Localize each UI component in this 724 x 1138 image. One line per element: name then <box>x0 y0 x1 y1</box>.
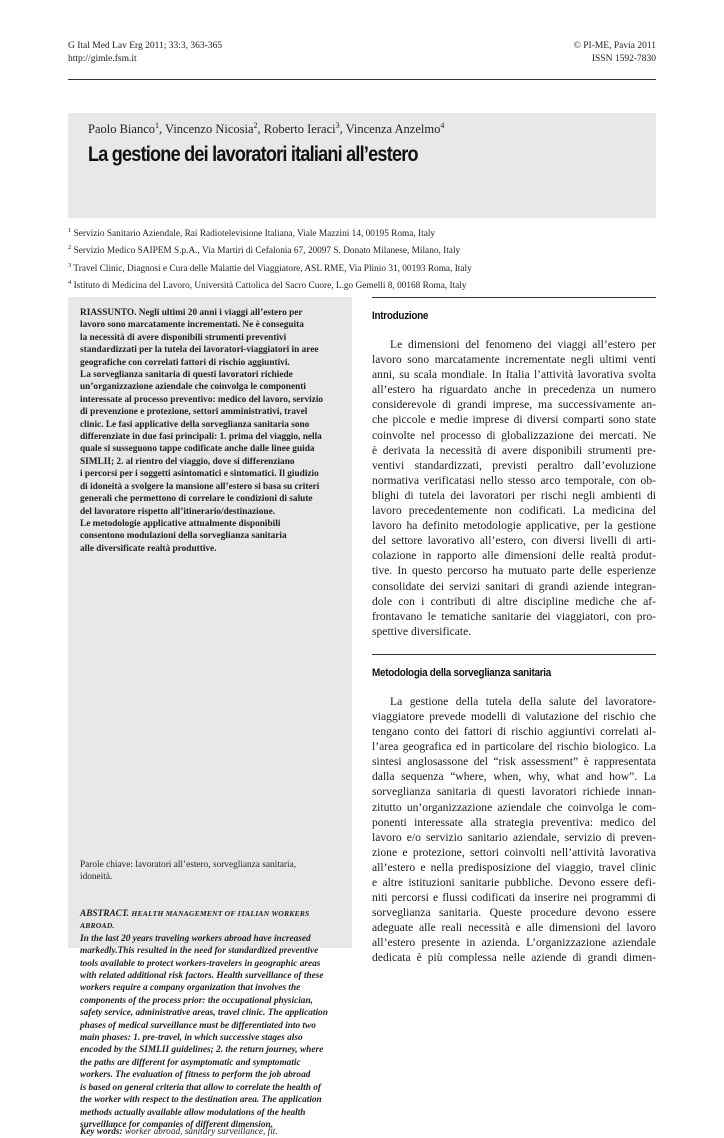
header-right <box>574 40 656 66</box>
body-line: l’area geografica ed in particolare del rischio biologico. La <box>372 740 656 754</box>
abstract-line: un’organizzazione aziendale che coinvolga le componenti <box>80 382 306 393</box>
affiliation-text: Servizio Sanitario Aziendale, Rai Radiotelevisione Italiana, Viale Mazzini 14, 00195 Roma, Italy <box>73 229 436 240</box>
abstract-line: quale si susseguono tappe codificate anche dalle linee guida <box>80 444 315 455</box>
body-line: all’estero ha riguardato anche in precedenza un numero <box>372 383 656 397</box>
journal-citation: G Ital Med Lav Erg 2011; 33:3, 363-365 <box>68 41 223 51</box>
section-heading: Metodologia della sorveglianza sanitaria <box>372 666 552 679</box>
abstract-line: lavoro sono marcatamente incrementati. Ne è conseguita <box>80 320 304 331</box>
abstract-line: alle diversificate realtà produttive. <box>80 543 217 554</box>
author-affil-num: 4 <box>440 121 445 130</box>
body-line: Le dimensioni del fenomeno dei viaggi all’estero per <box>390 338 656 351</box>
author-name: Vincenza Anzelmo <box>345 122 441 137</box>
body-line: all’estero e nella predisposizione del viaggio, travel clinic <box>372 860 656 874</box>
section-body <box>372 337 656 639</box>
abstract-line: workers require a company organization that involves the <box>80 983 301 994</box>
abstract-line: safety service, administrative areas, travel clinic. The application <box>80 1008 328 1019</box>
header-left <box>68 40 222 66</box>
abstract-panel <box>68 297 352 1137</box>
author-list: Paolo Bianco$^1$, Vincenzo Nicosia$^2$, Roberto Ieraci$^3$, Vincenza Anzelmo$^4$ <box>88 121 445 137</box>
body-line: lavoro sono marcatamente incrementate negli ultimi venti <box>372 353 656 367</box>
body-line: ponenti interessate alla strategia preventiva: medico del <box>372 815 656 829</box>
paper-title: La gestione dei lavoratori italiani all’estero <box>88 143 418 166</box>
abstract-line: components of the process prior: the occupational physician, <box>80 995 313 1006</box>
body-line: del settore lavorativo all’estero, con diversi livelli di arti- <box>372 534 656 548</box>
title-box <box>68 113 656 218</box>
body-line: normativa verificatasi nello stesso arco temporale, con ob- <box>372 473 656 487</box>
affiliation-text: Travel Clinic, Diagnosi e Cura delle Malattie del Viaggiatore, ASL RME, Via Plinio 31, 00193 Roma, Italy <box>73 263 472 274</box>
body-line: blighi di tutela dei lavoratori per rischi negli ambienti di <box>372 488 656 502</box>
abstract-line: standardizzati per la tutela dei lavoratori-viaggiatori in aree <box>80 345 319 356</box>
journal-url: http://gimle.fsm.it <box>68 54 137 64</box>
section-rule <box>372 654 656 655</box>
english-abstract <box>80 908 342 1131</box>
body-line: colazione in rapporto alle dimensioni delle realtà produt- <box>372 549 656 563</box>
abstract-line: clinic. Le fasi applicative della sorveglianza sanitaria sono <box>80 419 310 430</box>
body-line: e altre istituzioni sanitarie pubbliche. Devono essere defi- <box>372 876 656 889</box>
abstract-line: di prevenzione e protezione, settori amministrativi, travel <box>80 407 308 418</box>
affiliation <box>68 224 472 241</box>
abstract-line: consentono modulazioni della sorveglianza sanitaria <box>80 531 287 542</box>
body-line: frontavano le tematiche sanitarie dei viaggiatori, con pro- <box>372 609 656 623</box>
abstract-line: is based on general criteria that allow to correlate the health of <box>80 1082 321 1093</box>
body-line: viaggiatore prevede modelli di valutazione del rischio che <box>372 709 656 723</box>
body-line: sorveglianza sanitaria di questi lavoratori richiede innan- <box>372 785 656 799</box>
abstract-label: ABSTRACT. <box>80 909 130 919</box>
abstract-line: In the last 20 years traveling workers abroad have increased <box>80 933 311 944</box>
abstract-line: SIMLII; 2. al rientro del viaggio, dove si differenziano <box>80 456 295 467</box>
keywords-text: idoneità. <box>80 872 113 883</box>
abstract-line: generali che permettono di correlare le condizioni di salute <box>80 494 313 505</box>
section-heading: Introduzione <box>372 310 429 322</box>
abstract-line: with related additional risk factors. Health surveillance of these <box>80 971 324 982</box>
abstract-line: RIASSUNTO. Negli ultimi 20 anni i viaggi all’estero per <box>80 308 303 318</box>
italian-keywords <box>80 859 342 884</box>
body-line: zitutto un’organizzazione aziendale che coinvolga le com- <box>372 800 656 814</box>
abstract-line: geografiche con correlati fattori di rischio aggiuntivi. <box>80 357 290 368</box>
issn: ISSN 1592-7830 <box>591 54 656 64</box>
body-line: sintesi anglosassone del “risk assessment” è rappresentata <box>372 755 656 769</box>
body-line: lavoro ha definito metodologie applicative, per la gestione <box>372 519 656 533</box>
abstract-line: encoded by the SIMLII guidelines; 2. the return journey, where <box>80 1045 324 1056</box>
body-line: sorveglianza sanitaria. Queste procedure devono essere <box>372 906 656 920</box>
body-line: tive. In questo percorso ha mutuato parte delle esperienze <box>372 564 656 578</box>
abstract-line: differenziate in due fasi principali: 1. prima del viaggio, nella <box>80 432 322 443</box>
body-line: spettive diversificate. <box>372 624 472 638</box>
affiliation <box>68 259 472 276</box>
affiliation <box>68 241 472 258</box>
abstract-line: surveillance for companies of different dimension. <box>80 1119 273 1130</box>
abstract-line: i percorsi per i soggetti asintomatici e sintomatici. Il giudizio <box>80 469 319 480</box>
affiliation-num: 2 <box>68 244 72 252</box>
author-name: Roberto Ieraci <box>263 122 336 137</box>
abstract-line: methods actually available allow modulations of the health <box>80 1107 306 1118</box>
abstract-line: markedly.This resulted in the need for standardized preventive <box>80 946 319 957</box>
italian-abstract <box>80 307 342 555</box>
abstract-line: the paths are different for asymptomatic and symptomatic <box>80 1057 301 1068</box>
abstract-line: tools available to protect workers-travelers in geographic areas <box>80 958 321 969</box>
abstract-line: the worker with respect to the destination area. The application <box>80 1095 322 1106</box>
body-line: dole con i contributi di altre discipline mediche che af- <box>372 594 656 608</box>
keywords-label: Parole chiave: <box>80 860 133 870</box>
body-line: è derivata la necessità di avere disponibili strumenti pre- <box>372 443 656 457</box>
abstract-line: la necessità di avere disponibili strumenti preventivi <box>80 332 287 343</box>
abstract-line: main phases: 1. pre-travel, in which successive stages also <box>80 1033 303 1044</box>
affiliation-num: 1 <box>68 227 72 234</box>
abstract-heading-line <box>80 908 342 933</box>
body-line: tengano conto dei fattori di rischio aggiuntivi correlati al- <box>372 725 656 739</box>
author-affil-num: 1 <box>155 121 160 130</box>
abstract-line: di idoneità a svolgere la mansione all’estero si basa su criteri <box>80 481 320 492</box>
body-line: dedicata è più complessa nelle aziende di grandi dimen- <box>372 951 656 965</box>
section-rule <box>372 297 656 298</box>
affiliation-num: 4 <box>68 278 72 286</box>
keywords-label: Key words: <box>80 1127 123 1137</box>
body-line: ventivi standardizzati, previsti peraltro dall’evoluzione <box>372 458 656 472</box>
body-line: dalla sequenza “where, when, why, what and how”. La <box>372 770 656 784</box>
abstract-line: Le metodologie applicative attualmente disponibili <box>80 518 281 529</box>
body-line: consolidate dei servizi sanitari di grandi aziende integran- <box>372 579 656 593</box>
abstract-line: workers. The evaluation of fitness to perform the job abroad <box>80 1070 311 1081</box>
section-body <box>372 694 656 966</box>
affiliation-text: Servizio Medico SAIPEM S.p.A., Via Martiri di Cefalonia 67, 20097 S. Donato Milanese, Milano, Italy <box>73 246 461 257</box>
author-affil-num: 3 <box>335 121 340 130</box>
affiliation-text: Istituto di Medicina del Lavoro, Università Cattolica del Sacro Cuore, L.go Gemelli 8, 00168 Roma, Italy <box>73 280 467 291</box>
author-affil-num: 2 <box>253 121 258 130</box>
english-keywords <box>80 1126 342 1138</box>
affiliation <box>68 276 472 293</box>
body-column <box>372 297 656 966</box>
affiliations <box>68 224 472 293</box>
body-line: lavoro precedentemente non codificati. La medicina del <box>372 504 656 518</box>
author-name: Paolo Bianco <box>88 122 156 137</box>
body-line: adeguate alle reali necessità e alle dimensioni del lavoro <box>372 921 656 935</box>
abstract-line: interessate al processo preventivo: medico del lavoro, servizio <box>80 394 324 405</box>
copyright: © PI-ME, Pavia 2011 <box>573 41 656 51</box>
abstract-line: del lavoratore rispetto all’itinerario/destinazione. <box>80 506 276 517</box>
body-line: lavoro e/o servizio sanitario aziendale, servizio di preven- <box>372 830 656 844</box>
affiliation-num: 3 <box>68 261 72 269</box>
body-line: anni, su scala mondiale. In Italia l’attività lavorativa svolta <box>372 368 656 382</box>
author-name: Vincenzo Nicosia <box>165 122 254 137</box>
keywords-text: lavoratori all’estero, sorveglianza sanitaria, <box>135 860 297 870</box>
body-line: considerevole di grandi imprese, ma successivamente an- <box>372 398 656 412</box>
body-line: che piccole e medie imprese di diversi comparti sono state <box>372 413 656 427</box>
abstract-title: HEALTH MANAGEMENT OF ITALIAN WORKERS ABROAD. <box>80 909 310 931</box>
body-line: La gestione della tutela della salute del lavoratore- <box>390 694 656 708</box>
header-rule <box>68 79 656 80</box>
body-line: zione e protezione, settori coinvolti nell’attività lavorativa <box>372 845 656 859</box>
body-line: all’estero presente in azienda. L’organizzazione aziendale <box>372 936 656 950</box>
keywords-text: worker abroad, sanitary surveillance, fit. <box>124 1127 278 1137</box>
body-line: niti percorsi e flussi codificati da inserire nei programmi di <box>372 891 656 905</box>
body-line: coinvolte nel processo di globalizzazione dei mercati. Ne <box>372 428 656 442</box>
abstract-line: La sorveglianza sanitaria di questi lavoratori richiede <box>80 370 293 381</box>
abstract-line: phases of medical surveillance must be differentiated into two <box>80 1020 316 1031</box>
